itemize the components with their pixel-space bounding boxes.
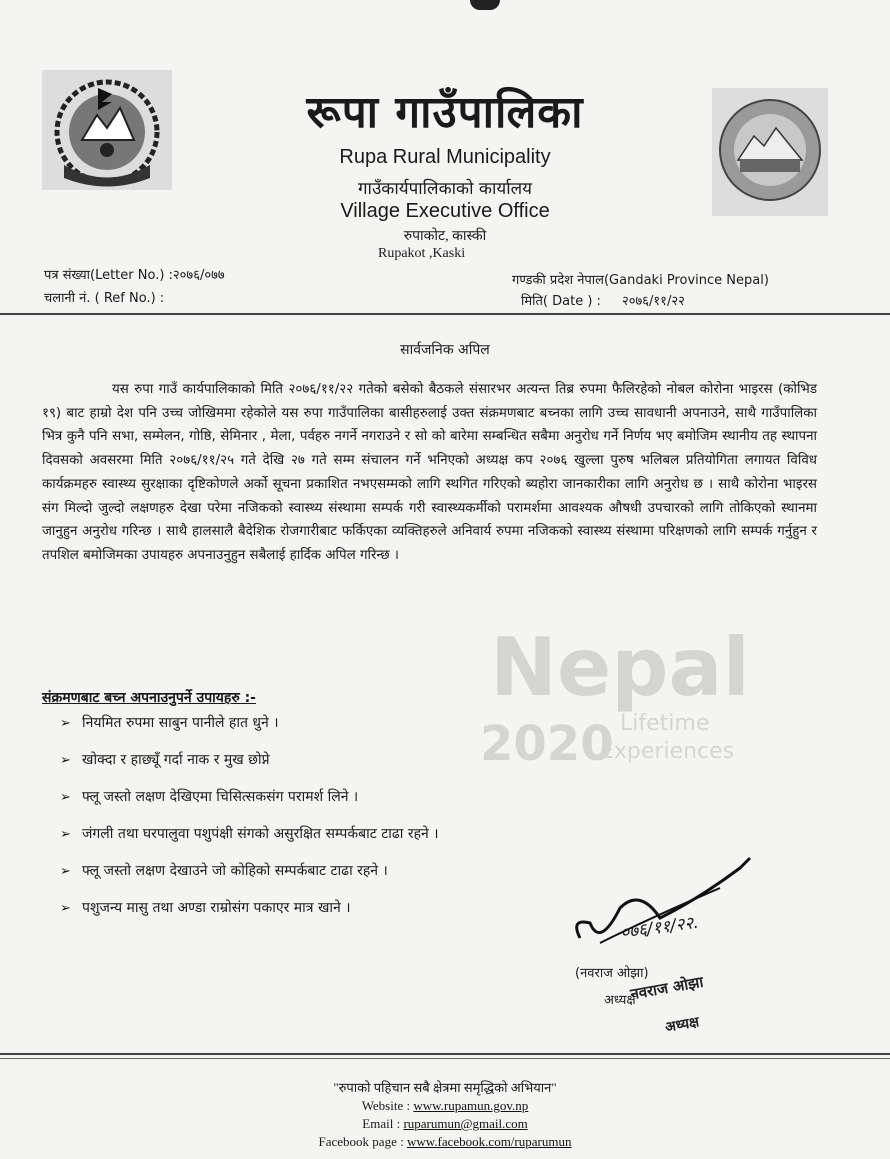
watermark-word: Nepal (490, 621, 750, 714)
date-value: २०७६/११/२२ (622, 294, 685, 309)
stamp-name: नवराज ओझा (628, 972, 705, 1004)
email-link[interactable]: ruparumun@gmail.com (403, 1116, 528, 1131)
measures-list (60, 705, 439, 927)
place-en: Rupakot ,Kaski (378, 246, 466, 261)
measures-heading: संक्रमणबाट बच्न अपनाउनुपर्ने उपायहरु :- (42, 690, 256, 706)
place-np: रुपाकोट, कास्की (403, 229, 487, 244)
footer-divider (0, 1053, 890, 1055)
province-label: गण्डकी प्रदेश नेपाल(Gandaki Province Nepal) (512, 273, 769, 288)
arrow-bullet-icon: ➢ (60, 790, 71, 805)
watermark-year: 2020 (480, 716, 614, 772)
office-title-en: Village Executive Office (340, 200, 550, 222)
footer-email (0, 1116, 890, 1132)
arrow-bullet-icon: ➢ (60, 716, 71, 731)
facebook-link[interactable]: www.facebook.com/ruparumun (406, 1134, 572, 1149)
footer-website (0, 1098, 890, 1114)
municipality-title-en: Rupa Rural Municipality (339, 146, 551, 168)
appeal-body: यस रुपा गाउँ कार्यपालिकाको मिति २०७६/११/२२ गतेको बसेको बैठकले संसारभर अत्यन्त तिब्र रुपमा फैलिरहेको नोबल कोरोना भाइरस (कोभिड १९) बाट हाम्रो देश पनि उच्च जोखिममा रहेकोले यस रुपा गाउँपालिका बासीहरुलाई उक्त संक्रमणबाट बच्नका लागि उच्च सावधानी अपनाउने, साथै गाउँपालिका भित्र कुनै पनि सभा, सम्मेलन, गोष्ठि, सेमिनार , मेला, पर्वहरु नगर्ने नगराउने र सो को बारेमा सम्बन्धित सबैमा अनुरोध गर्ने निर्णय भए बमोजिम स्थानीय तह स्थापना दिवसको अवसरमा मिति २०७६/११/२५ गते देखि २७ गते सम्म संचालन गर्ने भनिएको अध्यक्ष कप २०७६ खुल्ला पुरुष भलिबल प्रतियोगिता लगायत विविध कार्यक्रमहरु स्वास्थ्य सुरक्षाका दृष्टिकोणले अर्को सूचना प्रकाशित नभएसम्मको लागि स्थगित गरिएको ब्यहोरा जानकारीका लागि अनुरोध छ । साथै कोरोना भाइरस संग मिल्दो जुल्दो लक्षणहरु देखा परेमा नजिकको स्वास्थ्य संस्थामा सम्पर्क गरी स्वास्थ्यकर्मीको परामर्शमा आवश्यक औषधी उपचारको लागि तोकिएको स्थानमा जानुहुन अनुरोध गरिन्छ । साथै हालसालै बैदेशिक रोजगारीबाट फर्किएका व्यक्तिहरुले अनिवार्य रुपमा नजिकको स्वास्थ्य संस्थामा परिक्षणको लागि सम्पर्क गर्नुहुन र तपशिल बमोजिमका उपायहरु अपनाउनुहुन सबैलाई हार्दिक अपिल गरिन्छ । (42, 382, 817, 563)
website-label: Website : (361, 1098, 411, 1113)
signatory-name: (नवराज ओझा) (575, 966, 649, 981)
signatory-title: अध्यक्ष (604, 993, 636, 1008)
scan-mark (470, 0, 500, 10)
signature-date: ०७६/११/२२. (619, 912, 700, 944)
list-item (60, 742, 439, 779)
document-title: सार्वजनिक अपिल (400, 342, 490, 358)
office-title-np: गाउँकार्यपालिकाको कार्यालय (357, 179, 533, 199)
measure-text: खोक्दा र हाछ्यूँ गर्दा नाक र मुख छोप्ने (82, 752, 270, 768)
arrow-bullet-icon: ➢ (60, 753, 71, 768)
footer-facebook (0, 1134, 890, 1150)
date-label: मिति( Date ) : (521, 294, 601, 309)
signature-scribble (560, 848, 810, 968)
list-item (60, 853, 439, 890)
list-item (60, 705, 439, 742)
stamp-title: अध्यक्ष (663, 1014, 701, 1036)
arrow-bullet-icon: ➢ (60, 864, 71, 879)
facebook-label: Facebook page : (318, 1134, 404, 1149)
measure-text: नियमित रुपमा साबुन पानीले हात धुने । (82, 715, 279, 731)
letter-number: पत्र संख्या(Letter No.) :२०७६/०७७ (44, 268, 225, 283)
email-label: Email : (362, 1116, 401, 1131)
arrow-bullet-icon: ➢ (60, 827, 71, 842)
arrow-bullet-icon: ➢ (60, 901, 71, 916)
watermark-tagline-2: Experiences (600, 739, 735, 764)
watermark-tagline-1: Lifetime (620, 711, 710, 736)
footer-slogan: "रुपाको पहिचान सबै क्षेत्रमा समृद्धिको अभियान" (333, 1080, 557, 1095)
measure-text: जंगली तथा घरपालुवा पशुपंक्षी संगको असुरक्षित सम्पर्कबाट टाढा रहने । (82, 826, 439, 842)
measure-text: पशुजन्य मासु तथा अण्डा राम्रोसंग पकाएर मात्र खाने । (82, 900, 351, 916)
list-item (60, 890, 439, 927)
measure-text: फ्लू जस्तो लक्षण देखिएमा चिसित्सकसंग परामर्श लिने । (82, 789, 359, 805)
list-item (60, 816, 439, 853)
reference-number: चलानी नं. ( Ref No.) : (44, 291, 165, 306)
footer-divider-thin (0, 1058, 890, 1059)
website-link[interactable]: www.rupamun.gov.np (413, 1098, 529, 1113)
municipality-title-np: रूपा गाउँपालिका (306, 87, 584, 138)
header-divider (0, 313, 890, 315)
measure-text: फ्लू जस्तो लक्षण देखाउने जो कोहिको सम्पर्कबाट टाढा रहने । (82, 863, 388, 879)
list-item (60, 779, 439, 816)
